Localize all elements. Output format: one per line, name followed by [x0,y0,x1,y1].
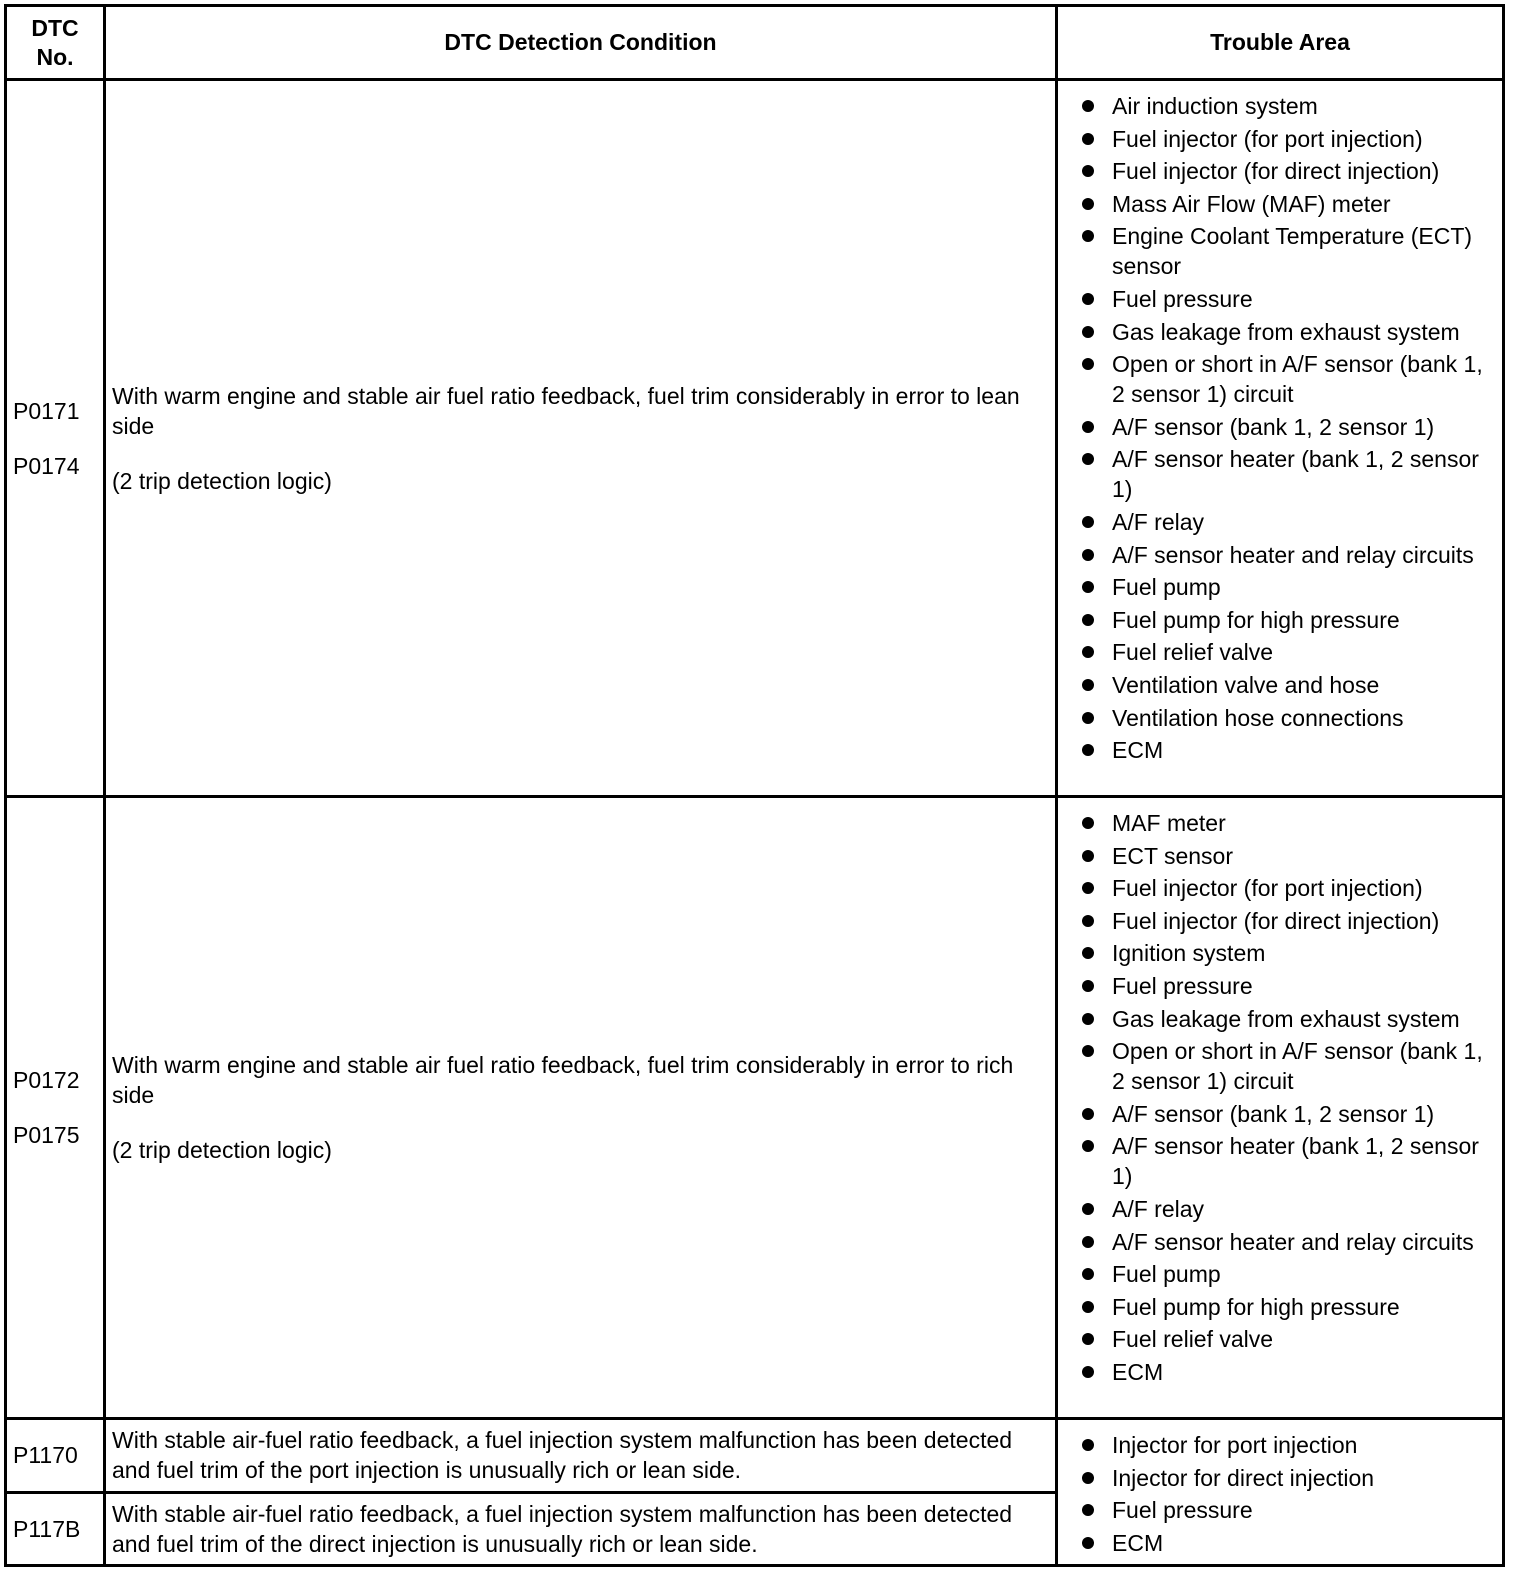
trouble-area-item: Ventilation hose connections [1080,703,1494,733]
trouble-area-item: Gas leakage from exhaust system [1080,317,1494,347]
table-row [6,1419,1504,1493]
trouble-area-item: A/F sensor heater and relay circuits [1080,540,1494,570]
trouble-area-cell [1057,797,1504,1419]
trouble-area-item: Fuel pressure [1080,1495,1494,1525]
trouble-area-item: Engine Coolant Temperature (ECT) sensor [1080,221,1494,281]
header-detection-condition: DTC Detection Condition [105,6,1057,80]
header-dtc-no: DTC No. [6,6,105,80]
detection-condition-cell [105,797,1057,1419]
condition-text: With stable air-fuel ratio feedback, a fuel injection system malfunction has been detected and fuel trim of the direct injection is unusually rich or lean side. [112,1501,1013,1558]
trouble-area-item: Fuel pressure [1080,971,1494,1001]
trouble-area-item: A/F sensor (bank 1, 2 sensor 1) [1080,1099,1494,1129]
trouble-area-item: Fuel injector (for port injection) [1080,873,1494,903]
trouble-area-item: Injector for direct injection [1080,1463,1494,1493]
trouble-area-item: A/F relay [1080,507,1494,537]
trouble-area-item: A/F sensor heater (bank 1, 2 sensor 1) [1080,1131,1494,1191]
trouble-area-item: Air induction system [1080,91,1494,121]
trouble-area-item: ECM [1080,1357,1494,1387]
condition-text: With warm engine and stable air fuel ratio feedback, fuel trim considerably in error to lean side [112,382,1020,439]
trouble-area-item: A/F sensor heater (bank 1, 2 sensor 1) [1080,444,1494,504]
trouble-area-item: A/F sensor (bank 1, 2 sensor 1) [1080,412,1494,442]
trouble-area-item: ECM [1080,735,1494,765]
dtc-code: P0174 [13,452,80,479]
detection-condition-cell [105,1492,1057,1566]
dtc-code: P0175 [13,1122,80,1148]
trouble-area-item: ECM [1080,1528,1494,1558]
dtc-code-cell [6,1492,105,1566]
trouble-area-item: Fuel relief valve [1080,1324,1494,1354]
trouble-area-item: Fuel injector (for direct injection) [1080,906,1494,936]
detection-condition-cell [105,1419,1057,1493]
condition-note: (2 trip detection logic) [112,1137,332,1163]
trouble-area-item: Fuel injector (for port injection) [1080,124,1494,154]
dtc-code-cell [6,1419,105,1493]
trouble-area-item: Fuel pump for high pressure [1080,605,1494,635]
trouble-area-item: Fuel pressure [1080,284,1494,314]
detection-condition-cell [105,80,1057,797]
trouble-area-cell [1057,1419,1504,1566]
trouble-area-item: Ventilation valve and hose [1080,670,1494,700]
trouble-area-list [1058,798,1502,1394]
table-header-row [6,6,1504,80]
dtc-code: P1170 [13,1442,78,1469]
header-trouble-area: Trouble Area [1057,6,1504,80]
trouble-area-cell [1057,80,1504,797]
trouble-area-item: Fuel pump for high pressure [1080,1292,1494,1322]
table-row [6,797,1504,1419]
trouble-area-item: Injector for port injection [1080,1430,1494,1460]
trouble-area-item: Open or short in A/F sensor (bank 1, 2 sensor 1) circuit [1080,349,1494,409]
table-row [6,80,1504,797]
dtc-code: P0172 [13,1067,80,1093]
trouble-area-item: Fuel relief valve [1080,637,1494,667]
dtc-code-cell [6,80,105,797]
trouble-area-item: Gas leakage from exhaust system [1080,1004,1494,1034]
trouble-area-item: Fuel pump [1080,1259,1494,1289]
trouble-area-item: Fuel injector (for direct injection) [1080,156,1494,186]
condition-text: With warm engine and stable air fuel ratio feedback, fuel trim considerably in error to rich side [112,1052,1014,1108]
dtc-table [4,4,1505,1567]
trouble-area-list [1058,81,1502,772]
trouble-area-item: Fuel pump [1080,572,1494,602]
trouble-area-item: A/F relay [1080,1194,1494,1224]
trouble-area-item: Open or short in A/F sensor (bank 1, 2 sensor 1) circuit [1080,1036,1494,1096]
trouble-area-list [1058,1420,1502,1564]
dtc-code: P0171 [13,397,80,424]
dtc-code-cell [6,797,105,1419]
dtc-code: P117B [13,1516,81,1543]
condition-text: With stable air-fuel ratio feedback, a fuel injection system malfunction has been detected and fuel trim of the port injection is unusually rich or lean side. [112,1427,1013,1484]
trouble-area-item: MAF meter [1080,808,1494,838]
condition-note: (2 trip detection logic) [112,467,332,494]
trouble-area-item: Ignition system [1080,938,1494,968]
trouble-area-item: ECT sensor [1080,841,1494,871]
trouble-area-item: A/F sensor heater and relay circuits [1080,1227,1494,1257]
trouble-area-item: Mass Air Flow (MAF) meter [1080,189,1494,219]
